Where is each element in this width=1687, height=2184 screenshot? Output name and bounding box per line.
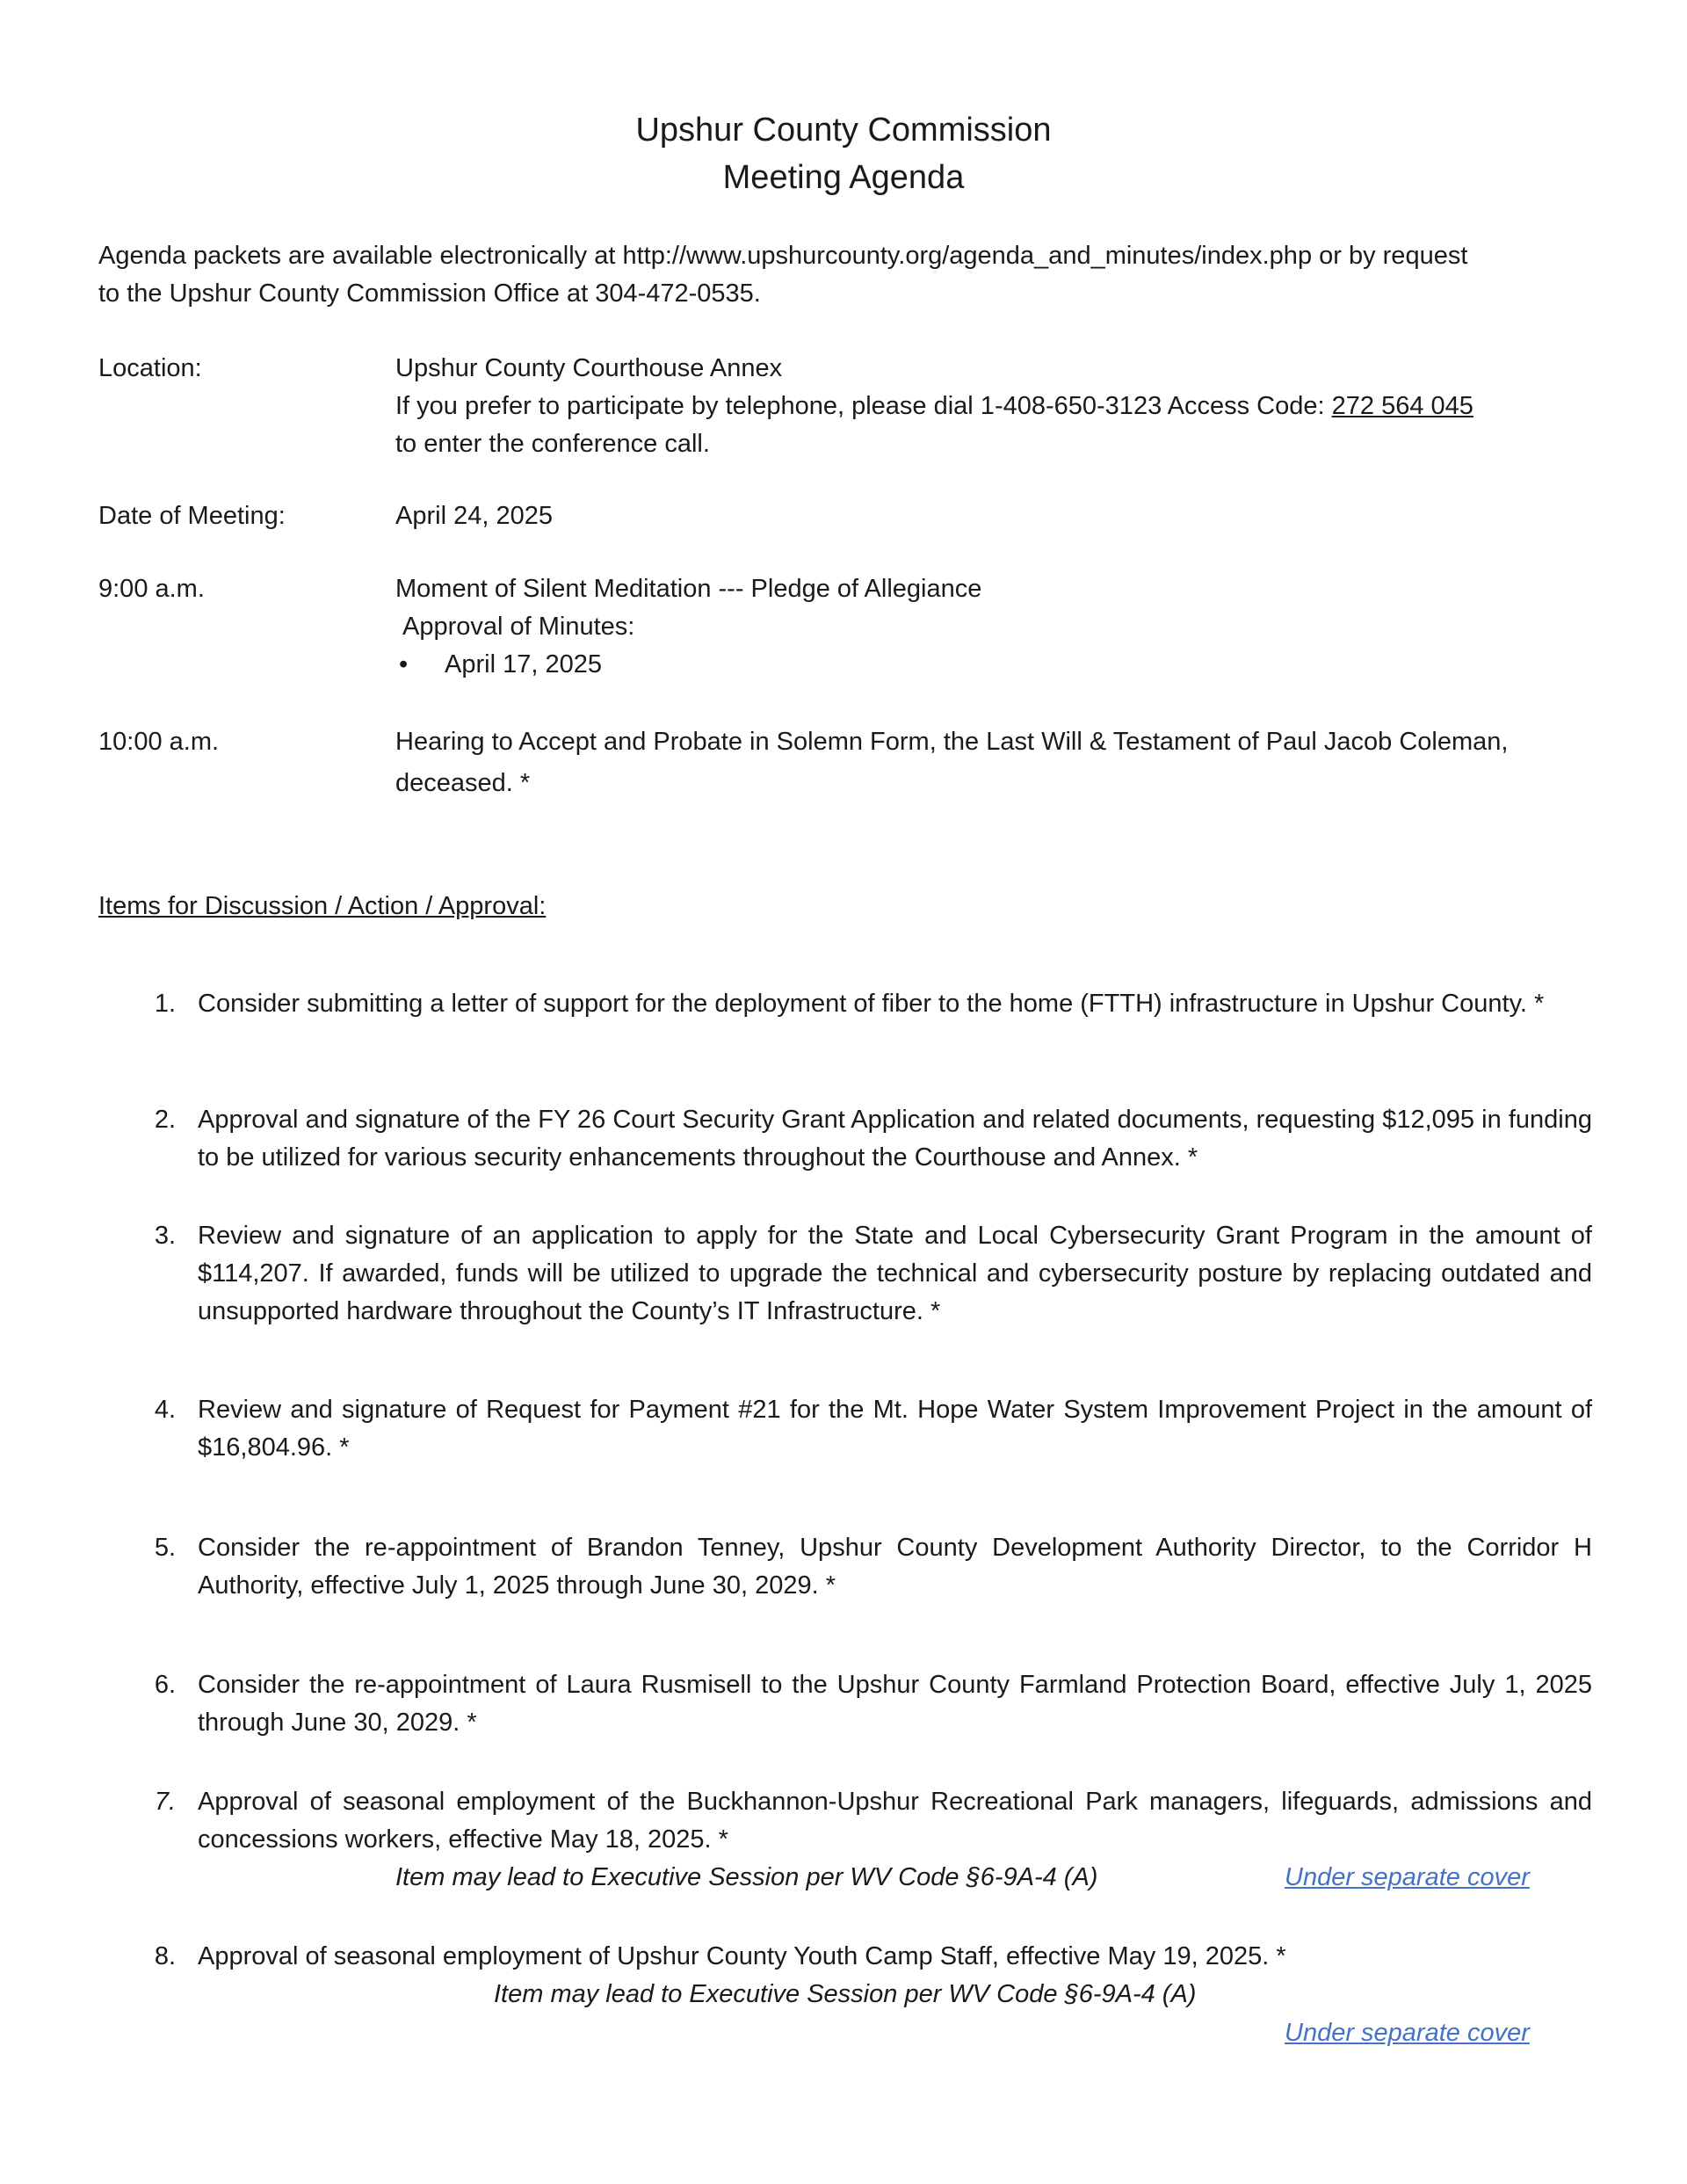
separate-cover-link[interactable]: Under separate cover (1285, 2019, 1530, 2047)
location-venue: Upshur County Courthouse Annex (395, 354, 783, 382)
item-text: Consider submitting a letter of support for the deployment of fiber to the home (FTTH) infrastructure in Upshur County. * (198, 990, 1545, 1018)
executive-session-note: Item may lead to Executive Session per WV Code §6-9A-4 (A) (494, 1980, 1197, 2008)
item-text: Review and signature of an application to apply for the State and Local Cybersecurity Grant Program in the amount of $114,207. If awarded, funds will be utilized to upgrade the technical and cybersecurity posture by replacing outdated and unsupported hardware throughout the County’s IT Infrastructure. * (198, 1222, 1592, 1325)
executive-session-note: Item may lead to Executive Session per WV Code §6-9A-4 (A) (395, 1863, 1098, 1891)
date-label: Date of Meeting: (98, 502, 286, 530)
session-1000-time: 10:00 a.m. (98, 728, 220, 756)
item-number: 3. (154, 1222, 176, 1250)
item-number: 8. (154, 1942, 176, 1970)
telephone-text: If you prefer to participate by telephone, please dial 1-408-650-3123 Access Code: (395, 392, 1332, 420)
item-number: 5. (154, 1534, 176, 1562)
telephone-instructions (395, 388, 1590, 425)
location-value (395, 350, 1590, 463)
date-value: April 24, 2025 (395, 502, 553, 530)
item-text: Approval of seasonal employment of Upshur County Youth Camp Staff, effective May 19, 2025. * (198, 1942, 1286, 1970)
intro-line: Agenda packets are available electronically at http://www.upshurcounty.org/agenda_and_minutes/index.php or by request (98, 242, 1468, 270)
item-number: 1. (154, 990, 176, 1018)
item-text: Review and signature of Request for Payment #21 for the Mt. Hope Water System Improvement Project in the amount of $16,804.96. * (198, 1396, 1592, 1462)
intro-paragraph (98, 237, 1592, 313)
item-number: 6. (154, 1671, 176, 1699)
item-number: 4. (154, 1396, 176, 1424)
session-1000-text: Hearing to Accept and Probate in Solemn Form, the Last Will & Testament of Paul Jacob Coleman, deceased. * (395, 728, 1509, 797)
page-subtitle: Meeting Agenda (722, 159, 965, 196)
item-text: Consider the re-appointment of Laura Rusmisell to the Upshur County Farmland Protection Board, effective July 1, 2025 through June 30, 2029. * (198, 1671, 1592, 1737)
session-900-content (395, 570, 1590, 684)
intro-line: to the Upshur County Commission Office at 304-472-0535. (98, 279, 761, 308)
page-title: Upshur County Commission (635, 112, 1052, 149)
conference-call-text: to enter the conference call. (395, 430, 710, 458)
minutes-date: April 17, 2025 (445, 650, 602, 678)
item-text: Consider the re-appointment of Brandon Tenney, Upshur County Development Authority Director, to the Corridor H Authority, effective July 1, 2025 through June 30, 2029. * (198, 1534, 1592, 1600)
location-label: Location: (98, 354, 202, 382)
item-text: Approval of seasonal employment of the Buckhannon-Upshur Recreational Park managers, lifeguards, admissions and concessions workers, effective May 18, 2025. * (198, 1788, 1592, 1854)
item-number: 2. (154, 1106, 176, 1134)
item-text: Approval and signature of the FY 26 Court Security Grant Application and related documents, requesting $12,095 in funding to be utilized for various security enhancements throughout the Courthouse and Annex. * (198, 1106, 1592, 1172)
item-number: 7. (154, 1788, 176, 1816)
session-900-time: 9:00 a.m. (98, 575, 205, 603)
approval-of-minutes: Approval of Minutes: (402, 613, 635, 641)
section-heading: Items for Discussion / Action / Approval: (98, 892, 547, 920)
meditation-pledge: Moment of Silent Meditation --- Pledge of Allegiance (395, 575, 982, 603)
bullet-icon: • (399, 650, 409, 678)
separate-cover-link[interactable]: Under separate cover (1285, 1863, 1530, 1891)
minutes-bullet-item (395, 646, 1590, 684)
access-code: 272 564 045 (1331, 392, 1473, 420)
